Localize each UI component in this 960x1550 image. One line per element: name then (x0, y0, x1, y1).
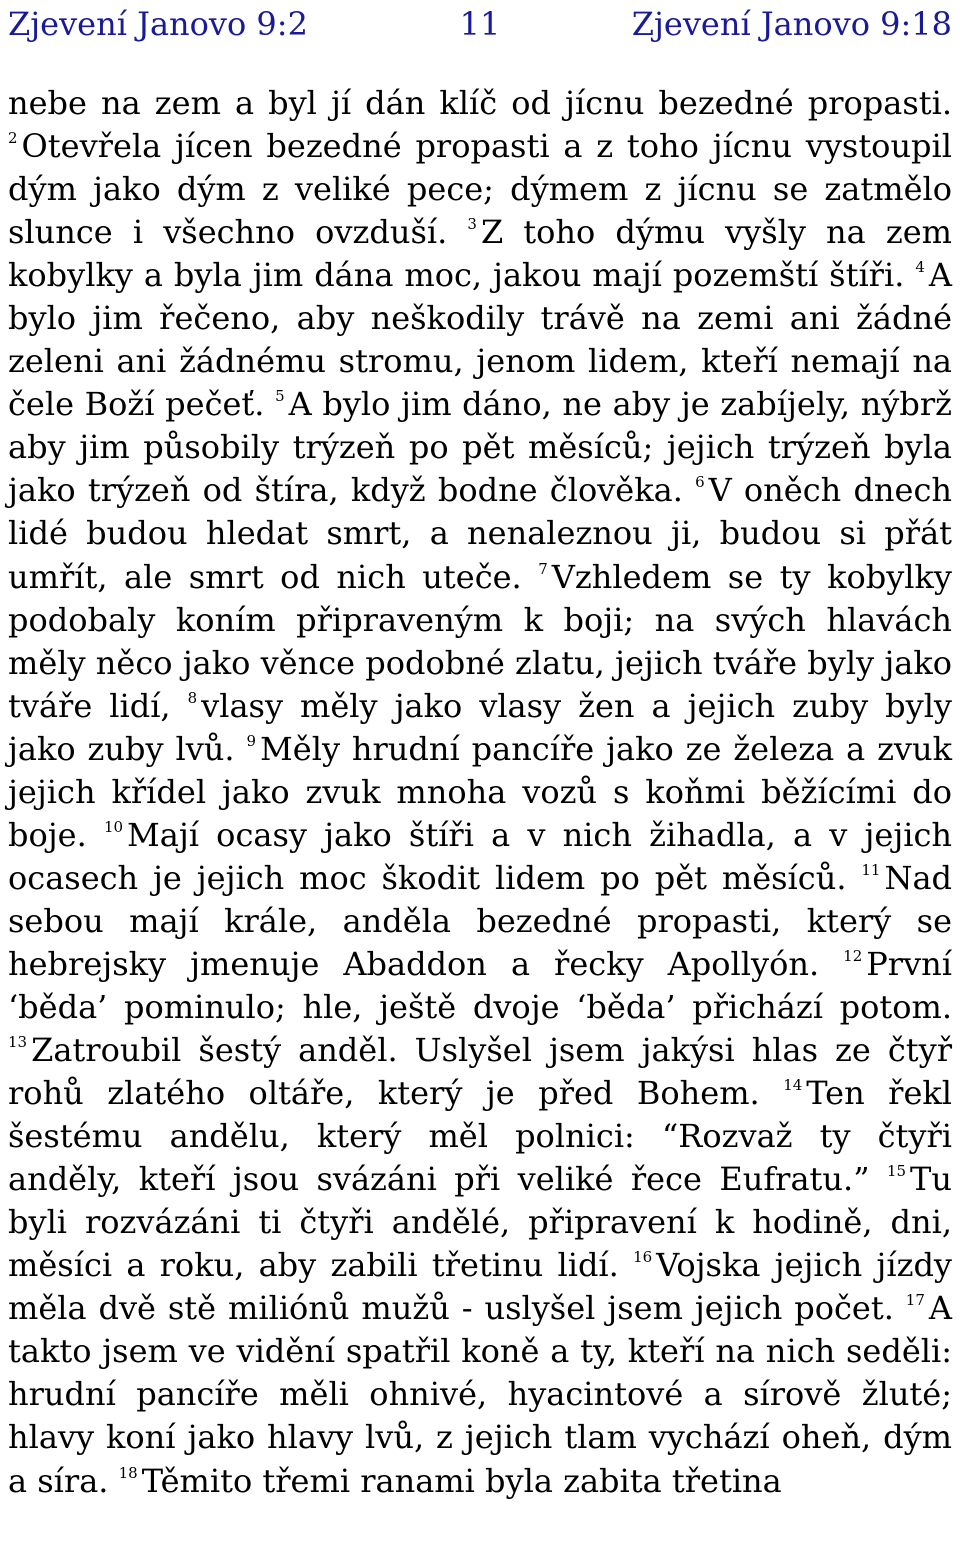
verse-text: Nad sebou mají krále, anděla bezedné propasti, který se hebrejsky jmenuje Abaddon a řecky Apollyón. (8, 858, 952, 983)
verse-text: Těmito třemi ranami byla zabita třetina (141, 1461, 782, 1500)
verse-text: vlasy měly jako vlasy žen a jejich zuby byly jako zuby lvů. (8, 686, 953, 768)
verse-text: V oněch dnech lidé budou hledat smrt, a nenaleznou ji, budou si přát umřít, ale smrt od nich uteče. (8, 471, 953, 596)
verse-text: Tu byli rozvázáni ti čtyři andělé, připravení k hodině, dni, měsíci a roku, aby zabili třetinu lidí. (8, 1160, 952, 1285)
verse-text: První ‘běda’ pominulo; hle, ještě dvoje ‘běda’ přichází potom. (8, 944, 952, 1026)
verse-text: A bylo jim dáno, ne aby je zabíjely, nýbrž aby jim působily trýzeň po pět měsíců; jejich trýzeň byla jako trýzeň od štíra, když bodne člověka. (8, 385, 953, 510)
verse-number: 18 (118, 1463, 138, 1482)
running-header (0, 0, 960, 56)
scripture-passage (8, 82, 952, 1503)
verse-number: 8 (187, 688, 198, 707)
verse-number: 17 (905, 1291, 925, 1310)
header-first-reference: Zjevení Janovo 9:2 (8, 5, 308, 43)
verse-number: 14 (783, 1076, 803, 1095)
verse-number: 6 (695, 473, 705, 492)
verse-number: 16 (633, 1248, 653, 1267)
verse-number: 10 (103, 817, 124, 836)
verse-text: A takto jsem ve vidění spatřil koně a ty, kteří na nich seděli: hrudní pancíře měli ohnivé, hyacintové a sírově žluté; hlavy koní jako hlavy lvů, z jejich tlam vychází oheň, dým a síra. (8, 1289, 952, 1500)
passage-lead-text: nebe na zem a byl jí dán klíč od jícnu bezedné propasti. (8, 84, 952, 122)
verse-number: 5 (275, 387, 285, 406)
verse-number: 3 (467, 215, 477, 234)
verse-text: Otevřela jícen bezedné propasti a z toho jícnu vystoupil dým jako dým z veliké pece; dýmem z jícnu se zatmělo slunce i všechno ovzduší. (8, 127, 952, 252)
verse-text: Ten řekl šestému andělu, který měl polnici: “Rozvaž ty čtyři anděly, kteří jsou svázáni při veliké řece Eufratu.” (8, 1074, 953, 1199)
verse-text: Zatroubil šestý anděl. Uslyšel jsem jakýsi hlas ze čtyř rohů zlatého oltáře, který je před Bohem. (8, 1031, 952, 1113)
verse-text: A bylo jim řečeno, aby neškodily trávě na zemi ani žádné zeleni ani žádnému stromu, jenom lidem, kteří nemají na čele Boží pečeť. (8, 256, 952, 424)
verse-text: Z toho dýmu vyšly na zem kobylky a byla jim dána moc, jakou mají pozemští štíři. (8, 213, 953, 295)
verse-text: Mají ocasy jako štíři a v nich žihadla, a v jejich ocasech je jejich moc škodit lidem po pět měsíců. (8, 815, 953, 897)
verse-text: Vzhledem se ty kobylky podobaly koním připraveným k boji; na svých hlavách měly něco jako věnce podobné zlatu, jejich tváře byly jako tváře lidí, (8, 557, 953, 725)
verse-number: 7 (538, 559, 548, 578)
verse-number: 13 (8, 1033, 28, 1052)
verse-number: 12 (843, 946, 863, 965)
page-number: 11 (459, 5, 501, 43)
header-last-reference: Zjevení Janovo 9:18 (631, 5, 952, 43)
verse-text: Měly hrudní pancíře jako ze železa a zvuk jejich křídel jako zvuk mnoha vozů s koňmi běžícími do boje. (8, 729, 953, 854)
verse-text: Vojska jejich jízdy měla dvě stě miliónů mužů - uslyšel jsem jejich počet. (8, 1246, 953, 1328)
verse-number: 2 (8, 129, 18, 148)
verse-number: 4 (915, 258, 925, 277)
verse-number: 11 (861, 860, 881, 879)
verse-number: 15 (886, 1162, 907, 1181)
verse-number: 9 (246, 731, 256, 750)
